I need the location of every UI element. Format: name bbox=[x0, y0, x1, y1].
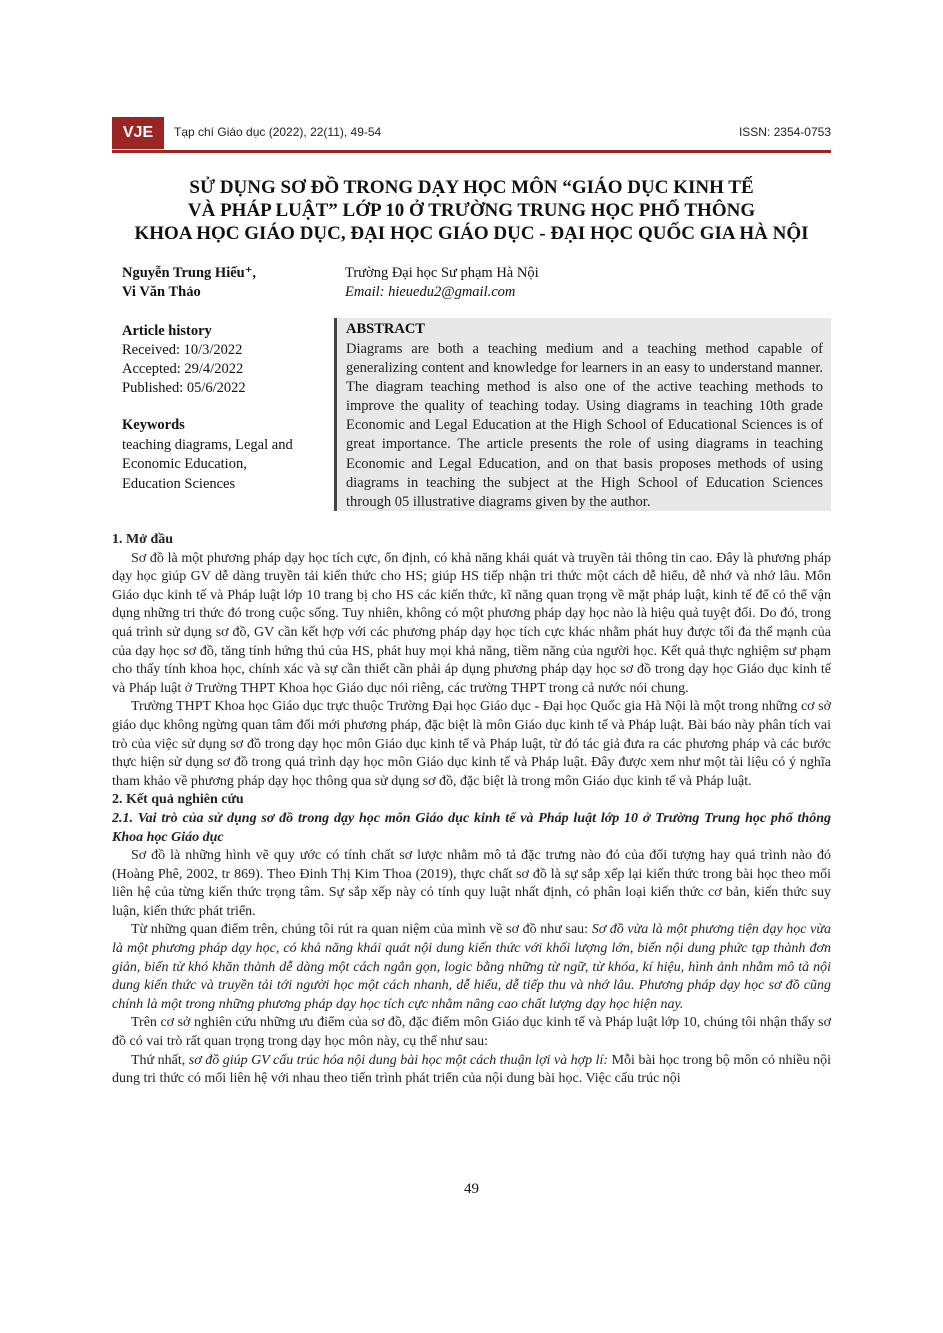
paragraph bbox=[112, 1052, 831, 1089]
author-name: Vi Văn Thảo bbox=[122, 284, 201, 300]
keywords-heading: Keywords bbox=[122, 417, 185, 433]
title-line: SỬ DỤNG SƠ ĐỒ TRONG DẠY HỌC MÔN “GIÁO DỤC KINH TẾ bbox=[189, 177, 754, 198]
history-heading: Article history bbox=[122, 323, 212, 339]
paragraph: Sơ đồ là những hình vẽ quy ước có tính chất sơ lược nhằm mô tả đặc trưng nào đó của đối tượng hay quá trình nào đó (Hoàng Phê, 2002, tr 869). Theo Đinh Thị Kim Thoa (2019), thực chất sơ đồ là sự sắp xếp lại kiến thức trong bài học theo mối liên hệ của từng kiến thức trọng tâm. Sự sắp xếp này có tính quy luật nhất định, có phân loại kiến thức cơ bản, kiến thức suy luận, kiến thức phát triển. bbox=[112, 848, 831, 919]
affiliation-block bbox=[345, 264, 539, 302]
accepted-date: Accepted: 29/4/2022 bbox=[122, 361, 244, 377]
paragraph bbox=[112, 921, 831, 1014]
paragraph-lead: Thứ nhất, bbox=[131, 1052, 189, 1068]
abstract-text: Diagrams are both a teaching medium and a teaching method capable of generalizing content and knowledge for learners in an easy to understand manner. The diagram teaching method is also one of the active teaching methods to improve the quality of teaching today. Using diagrams in teaching 10th grade Economic and Legal Education at the High School of Educational Sciences is of great importance. The article presents the role of using diagrams in teaching Economic and Legal Education, and on that basis proposes methods of using diagrams in teaching the subject at the High School of Education Sciences through 05 illustrative diagrams given by the author. bbox=[346, 341, 823, 510]
header-divider bbox=[112, 150, 831, 153]
journal-logo-badge: VJE bbox=[112, 117, 164, 149]
subsection-heading: 2.1. Vai trò của sử dụng sơ đồ trong dạy học môn Giáo dục kinh tế và Pháp luật lớp 10 ở Trường Trung học phổ thông Khoa học Giáo dục bbox=[112, 810, 831, 845]
definition-italic: Sơ đồ vừa là một phương tiện dạy học vừa là một phương pháp dạy học, có khả năng khái quát nội dung kiến thức với khối lượng lớn, biến nội dung phức tạp thành đơn giản, biến từ khó khăn thành dễ dàng một cách ngắn gọn, logic bằng những từ ngữ, từ khóa, kí hiệu, hình ảnh nhằm mô tả nội dung kiến thức và truyền tải tới người học một cách nhanh, dễ hiểu, dễ tiếp thu và nhớ lâu. Phương pháp dạy học sơ đồ cũng chính là một trong những phương pháp dạy học tích cực nhằm nâng cao chất lượng dạy học hiện nay. bbox=[112, 922, 831, 1012]
point-italic: sơ đồ giúp GV cấu trúc hóa nội dung bài học một cách thuận lợi và hợp lí: bbox=[188, 1052, 609, 1068]
title-line: VÀ PHÁP LUẬT” LỚP 10 Ở TRƯỜNG TRUNG HỌC PHỔ THÔNG bbox=[187, 200, 756, 221]
page-number: 49 bbox=[464, 1181, 479, 1197]
received-date: Received: 10/3/2022 bbox=[122, 342, 243, 358]
paragraph-rest: Mỗi bài học trong bộ môn có nhiều nội dung tri thức có mối liên hệ với nhau theo tiến trình phát triển của nội dung bài học. Việc cấu trúc nội bbox=[112, 1052, 831, 1087]
paragraph-lead: Từ những quan điểm trên, chúng tôi rút ra quan niệm của mình về sơ đồ như sau: bbox=[131, 922, 592, 938]
abstract-heading: ABSTRACT bbox=[346, 321, 425, 337]
journal-citation: Tạp chí Giáo dục (2022), 22(11), 49-54 bbox=[174, 125, 382, 139]
keywords-line: Economic Education, bbox=[122, 456, 247, 472]
published-date: Published: 05/6/2022 bbox=[122, 380, 246, 396]
page-header bbox=[112, 117, 831, 151]
title-line: KHOA HỌC GIÁO DỤC, ĐẠI HỌC GIÁO DỤC - ĐẠI HỌC QUỐC GIA HÀ NỘI bbox=[134, 223, 809, 244]
abstract-side-bar bbox=[334, 318, 337, 511]
abstract-box bbox=[334, 318, 831, 511]
affiliation: Trường Đại học Sư phạm Hà Nội bbox=[345, 265, 539, 281]
paragraph: Trường THPT Khoa học Giáo dục trực thuộc Trường Đại học Giáo dục - Đại học Quốc gia Hà Nội là một trong những cơ sở giáo dục không ngừng quan tâm đổi mới phương pháp, đặc biệt là môn Giáo dục kinh tế và Pháp luật. Bài báo này phân tích vai trò của việc sử dụng sơ đồ trong dạy học môn Giáo dục kinh tế và Pháp luật, từ đó tác giả đưa ra các phương pháp và các bước thực hiện sử dụng sơ đồ trong quá trình dạy học môn Giáo dục kinh tế và Pháp luật. Đây được xem như một tài liệu có ý nghĩa tham khảo về phương pháp dạy học thông qua sử dụng sơ đồ, đặc biệt là trong môn Giáo dục kinh tế và Pháp luật. bbox=[112, 699, 831, 789]
keywords-line: teaching diagrams, Legal and bbox=[122, 436, 293, 453]
paragraph: Sơ đồ là một phương pháp dạy học tích cực, ổn định, có khả năng khái quát và truyền tải thông tin cao. Đây là phương pháp dạy học giúp GV dễ dàng truyền tải kiến thức cho HS; giúp HS tiếp nhận tri thức một cách dễ hiểu, dễ nhớ và nhớ lâu. Môn Giáo dục kinh tế và Pháp luật lớp 10 trang bị cho HS các kiến thức, kĩ năng quan trọng về mặt pháp luật, kinh tế để có thể vận dụng những tri thức đó trong cuộc sống. Tuy nhiên, không có một phương pháp dạy học nào là hiệu quả tuyệt đối. Do đó, trong quá trình sử dụng sơ đồ, GV cần kết hợp với các phương pháp dạy học tích cực khác nhằm phát huy được tối đa thế mạnh của của dạy học sơ đồ, tăng tính hứng thú của HS, phát huy mọi khả năng, tiềm năng của người học. Kết quả thực nghiệm sư phạm cho thấy tính khoa học, chính xác và sự cần thiết cần phải áp dụng phương pháp dạy học sơ đồ trong dạy học Giáo dục kinh tế và Pháp luật ở Trường THPT Khoa học Giáo dục nói riêng, các trường THPT trong cả nước nói chung. bbox=[112, 550, 831, 696]
author-list bbox=[122, 264, 256, 302]
issn: ISSN: 2354-0753 bbox=[738, 125, 831, 139]
paragraph: Trên cơ sở nghiên cứu những ưu điểm của sơ đồ, đặc điểm môn Giáo dục kinh tế và Pháp luật lớp 10, chúng tôi nhận thấy sơ đồ có vai trò rất quan trọng trong dạy học môn này, cụ thể như sau: bbox=[112, 1015, 831, 1050]
section-heading-results: 2. Kết quả nghiên cứu bbox=[112, 792, 244, 808]
keywords-block bbox=[122, 416, 322, 494]
article-body bbox=[112, 531, 831, 1089]
author-name: Nguyễn Trung Hiếu⁺, bbox=[122, 265, 257, 281]
section-heading-intro: 1. Mở đầu bbox=[112, 532, 174, 547]
author-email: Email: hieuedu2@gmail.com bbox=[345, 284, 516, 300]
keywords-line: Education Sciences bbox=[122, 475, 236, 492]
article-history bbox=[122, 322, 322, 398]
article-title bbox=[112, 176, 831, 245]
